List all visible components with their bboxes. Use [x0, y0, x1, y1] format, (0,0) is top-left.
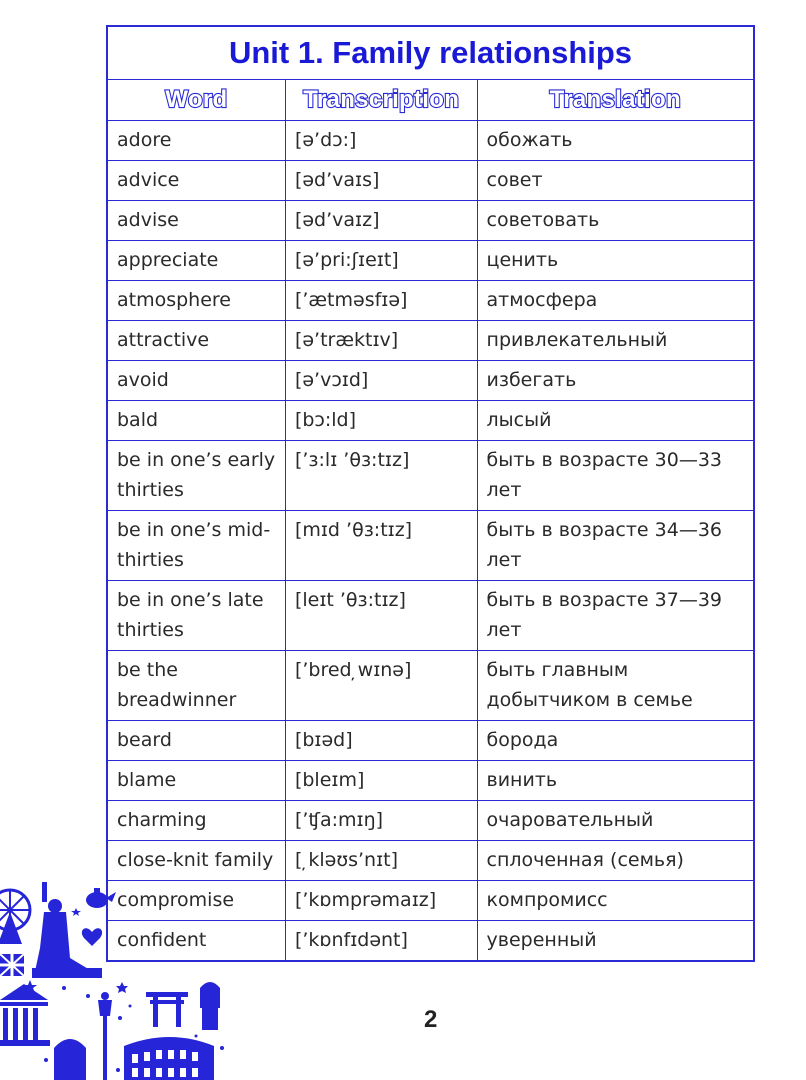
vocabulary-rows — [107, 121, 754, 962]
transcription-cell: [bɔ:ld] — [285, 401, 477, 441]
page-number: 2 — [424, 1006, 438, 1033]
torii-gate-icon — [146, 992, 188, 1027]
translation-cell: атмосфера — [477, 281, 754, 321]
union-jack-icon — [0, 954, 24, 976]
table-row — [107, 201, 754, 241]
word-cell: avoid — [107, 361, 285, 401]
table-row — [107, 801, 754, 841]
column-header-translation: Translation — [477, 80, 754, 121]
word-cell: close-knit family — [107, 841, 285, 881]
travel-decoration — [0, 878, 230, 1080]
translation-cell: уверенный — [477, 921, 754, 962]
word-cell: bald — [107, 401, 285, 441]
table-row — [107, 161, 754, 201]
word-cell: be the breadwinner — [107, 651, 285, 721]
translation-cell: совет — [477, 161, 754, 201]
word-cell: be in one’s mid-thirties — [107, 511, 285, 581]
transcription-cell: [leɪt ’θɜ:tɪz] — [285, 581, 477, 651]
heart-icon — [82, 928, 102, 946]
translation-cell: винить — [477, 761, 754, 801]
table-row — [107, 241, 754, 281]
transcription-cell: [əd’vaɪz] — [285, 201, 477, 241]
table-row — [107, 401, 754, 441]
word-cell: beard — [107, 721, 285, 761]
word-cell: appreciate — [107, 241, 285, 281]
word-cell: advise — [107, 201, 285, 241]
transcription-cell: [əd’vaɪs] — [285, 161, 477, 201]
transcription-cell: [’ɜ:lɪ ’θɜ:tɪz] — [285, 441, 477, 511]
page-title: Unit 1. Family relationships — [107, 26, 754, 80]
transcription-cell: [mɪd ’θɜ:tɪz] — [285, 511, 477, 581]
translation-cell: быть в возрасте 34—36 лет — [477, 511, 754, 581]
table-row — [107, 361, 754, 401]
teapot-icon — [86, 888, 116, 908]
word-cell: compromise — [107, 881, 285, 921]
table-row — [107, 441, 754, 511]
translation-cell: обожать — [477, 121, 754, 161]
table-row — [107, 761, 754, 801]
word-cell: adore — [107, 121, 285, 161]
translation-cell: быть в возрасте 37—39 лет — [477, 581, 754, 651]
word-cell: be in one’s late thirties — [107, 581, 285, 651]
translation-cell: ценить — [477, 241, 754, 281]
word-cell: blame — [107, 761, 285, 801]
table-row — [107, 121, 754, 161]
ferris-wheel-icon — [0, 890, 30, 944]
table-row — [107, 721, 754, 761]
column-header-word: Word — [107, 80, 285, 121]
lamp-post-icon — [98, 992, 112, 1080]
translation-cell: избегать — [477, 361, 754, 401]
transcription-cell: [’bred ̦wɪnə] — [285, 651, 477, 721]
transcription-cell: [’ʧa:mɪŋ] — [285, 801, 477, 841]
transcription-cell: [’kɒmprəmaɪz] — [285, 881, 477, 921]
transcription-cell: [bleɪm] — [285, 761, 477, 801]
telephone-box-icon — [54, 1039, 86, 1080]
translation-cell: быть главным добытчиком в семье — [477, 651, 754, 721]
vocabulary-table — [106, 25, 755, 962]
translation-cell: быть в возрасте 30—33 лет — [477, 441, 754, 511]
word-cell: advice — [107, 161, 285, 201]
translation-cell: лысый — [477, 401, 754, 441]
translation-cell: очаровательный — [477, 801, 754, 841]
transcription-cell: [ə’dɔ:] — [285, 121, 477, 161]
translation-cell: привлекательный — [477, 321, 754, 361]
transcription-cell: [ə’træktɪv] — [285, 321, 477, 361]
guard-icon — [200, 982, 220, 1030]
table-row — [107, 321, 754, 361]
table-row — [107, 511, 754, 581]
transcription-cell: [ ̦kləʊs’nɪt] — [285, 841, 477, 881]
table-row — [107, 281, 754, 321]
word-cell: be in one’s early thirties — [107, 441, 285, 511]
transcription-cell: [’kɒnfɪdənt] — [285, 921, 477, 962]
word-cell: charming — [107, 801, 285, 841]
word-cell: confident — [107, 921, 285, 962]
transcription-cell: [bɪəd] — [285, 721, 477, 761]
transcription-cell: [ə’vɔɪd] — [285, 361, 477, 401]
transcription-cell: [ə’pri:ʃɪeɪt] — [285, 241, 477, 281]
table-row — [107, 581, 754, 651]
colosseum-icon — [124, 1037, 214, 1080]
word-cell: attractive — [107, 321, 285, 361]
translation-cell: компромисс — [477, 881, 754, 921]
column-header-transcription: Transcription — [285, 80, 477, 121]
word-cell: atmosphere — [107, 281, 285, 321]
translation-cell: советовать — [477, 201, 754, 241]
table-row — [107, 841, 754, 881]
transcription-cell: [’ætməsfɪə] — [285, 281, 477, 321]
translation-cell: борода — [477, 721, 754, 761]
table-row — [107, 651, 754, 721]
translation-cell: сплоченная (семья) — [477, 841, 754, 881]
columns-building-icon — [0, 984, 50, 1046]
